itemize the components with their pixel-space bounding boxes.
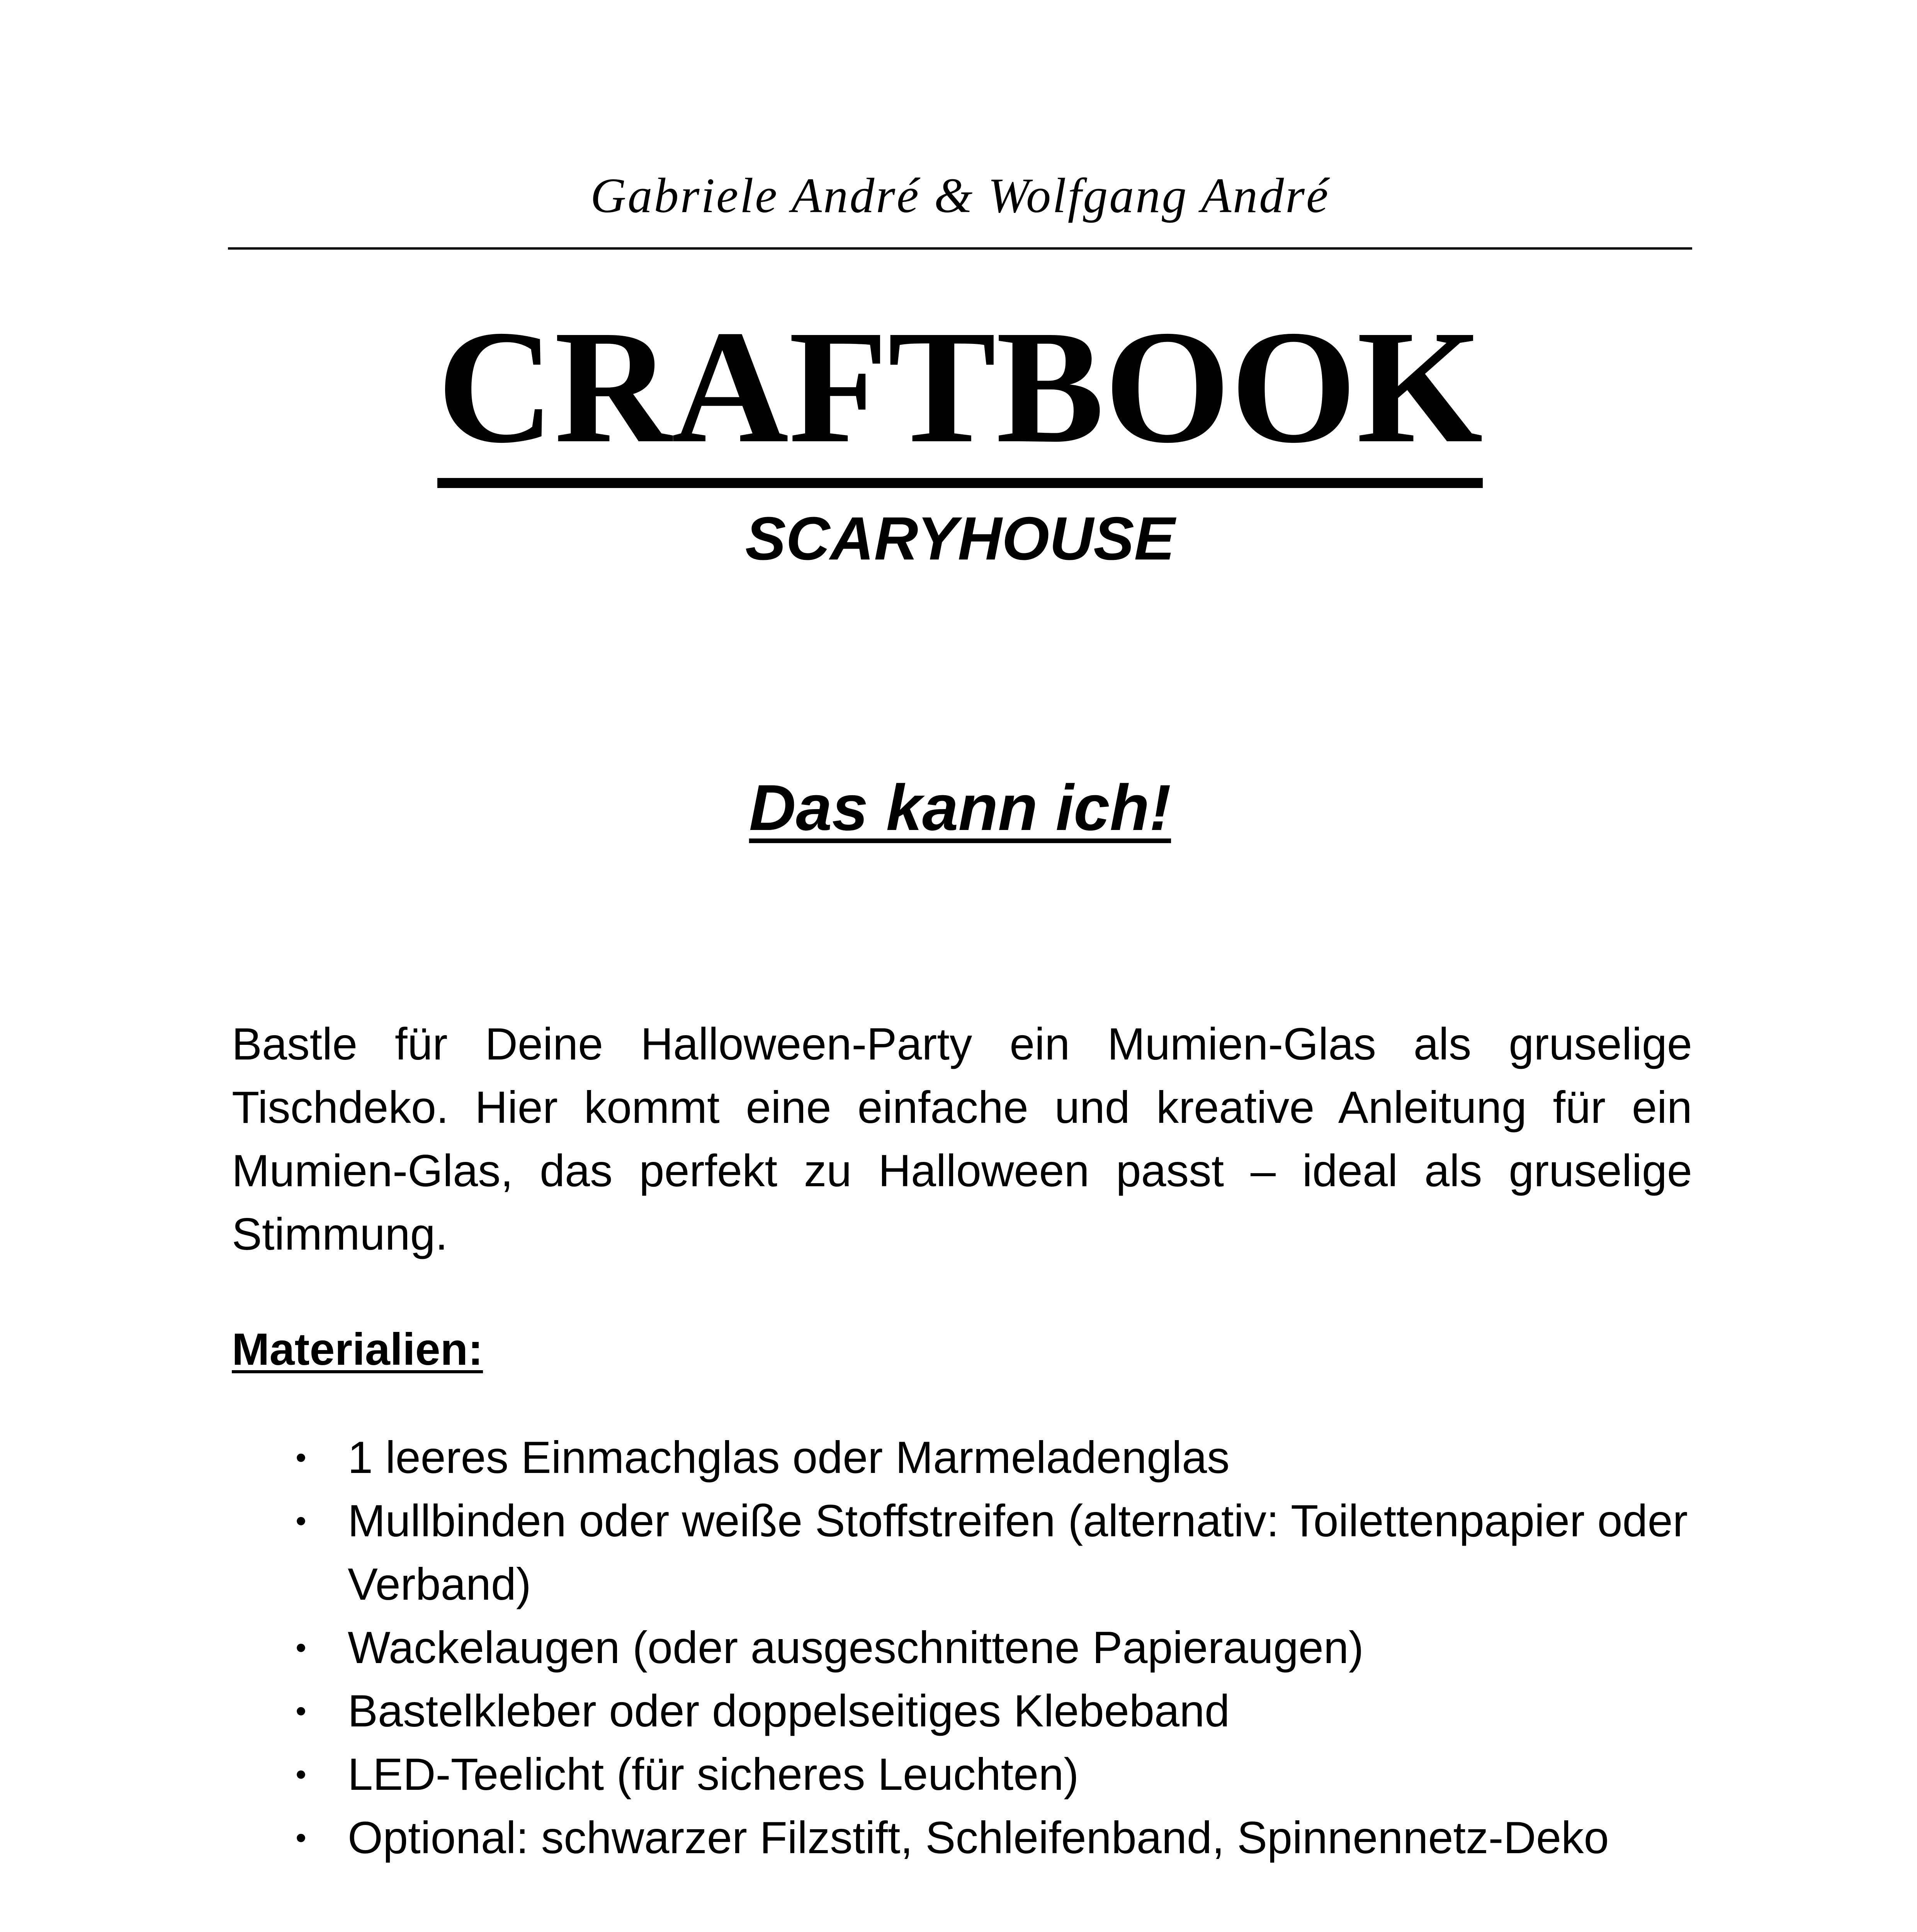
book-title-text: CRAFTBOOK: [437, 297, 1483, 488]
bullet-icon: •: [296, 1820, 307, 1855]
materials-heading: Materialien:: [232, 1324, 483, 1374]
list-item: [232, 1616, 1692, 1679]
list-item: [232, 1426, 1692, 1489]
list-item-text: Wackelaugen (oder ausgeschnittene Papieraugen): [348, 1622, 1364, 1673]
section-heading-text: Das kann ich!: [749, 771, 1171, 844]
materials-list: [232, 1426, 1692, 1869]
intro-paragraph: Bastle für Deine Halloween-Party ein Mumien-Glas als gruselige Tischdeko. Hier kommt eine einfache und kreative Anleitung für ein Mumien-Glas, das perfekt zu Halloween passt – ideal als gruselige Stimmung.: [232, 1019, 1692, 1259]
bullet-icon: •: [296, 1630, 307, 1665]
bullet-icon: •: [296, 1503, 307, 1538]
header-rule: [228, 247, 1692, 250]
list-item-text: Bastelkleber oder doppelseitiges Klebeband: [348, 1685, 1230, 1736]
list-item-text: Optional: schwarzer Filzstift, Schleifenband, Spinnennetz-Deko: [348, 1812, 1609, 1863]
book-title: [228, 298, 1692, 476]
list-item: [232, 1806, 1692, 1869]
bullet-icon: •: [296, 1440, 307, 1475]
section-heading: [228, 769, 1692, 847]
list-item-text: 1 leeres Einmachglas oder Marmeladenglas: [348, 1432, 1230, 1483]
bullet-icon: •: [296, 1694, 307, 1728]
bullet-icon: •: [296, 1757, 307, 1791]
list-item: [232, 1743, 1692, 1806]
list-item-text: Mullbinden oder weiße Stoffstreifen (alternativ: Toilettenpapier oder Verband): [348, 1495, 1688, 1609]
list-item: [232, 1679, 1692, 1743]
list-item-text: LED-Teelicht (für sicheres Leuchten): [348, 1749, 1079, 1799]
book-subtitle: SCARYHOUSE: [745, 505, 1175, 573]
running-head-authors: Gabriele André & Wolfgang André: [590, 168, 1330, 223]
list-item: [232, 1489, 1692, 1616]
